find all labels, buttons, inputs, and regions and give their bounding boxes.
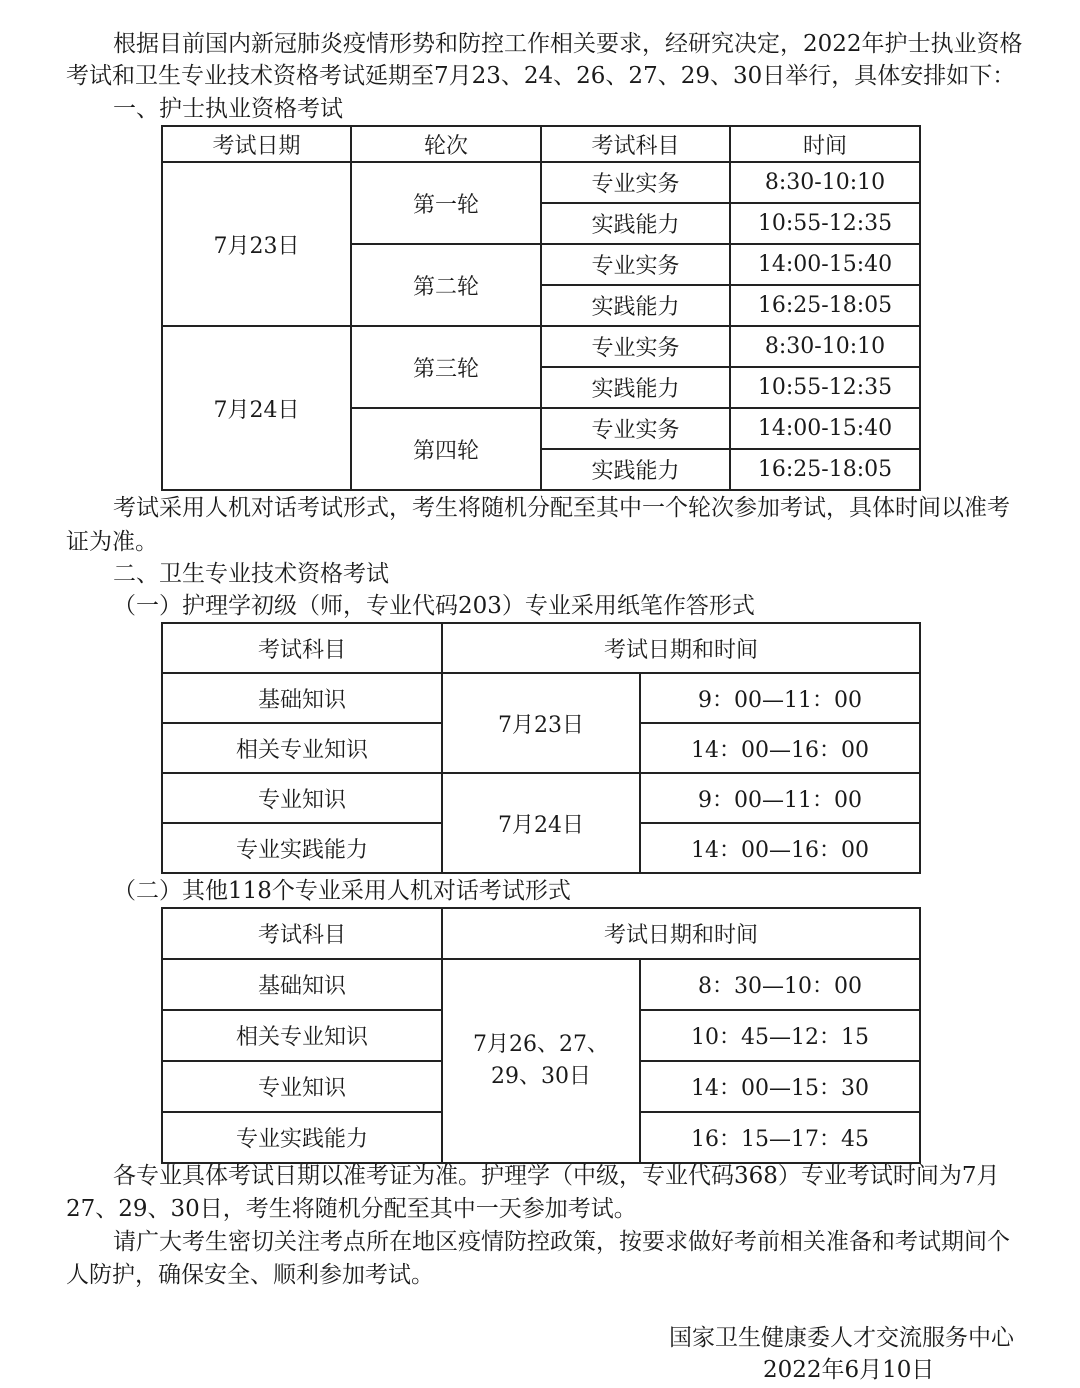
nurse-exam-schedule-table — [161, 125, 921, 491]
issuing-organization: 国家卫生健康委人才交流服务中心 — [669, 1325, 1014, 1351]
header-subject: 考试科目 — [162, 623, 442, 673]
section2-sub1-title: （一）护理学初级（师，专业代码203）专业采用纸笔作答形式 — [113, 593, 755, 619]
subject-cell: 相关专业知识 — [162, 723, 442, 773]
exam-date-cell: 7月24日 — [442, 773, 640, 873]
table-header-row — [162, 623, 920, 673]
table-header-row — [162, 908, 920, 959]
round-cell: 第三轮 — [351, 326, 541, 408]
subject-cell: 实践能力 — [541, 285, 730, 326]
table-row — [162, 162, 920, 203]
table-header-row — [162, 126, 920, 162]
section2-title: 二、卫生专业技术资格考试 — [113, 561, 389, 587]
header-round: 轮次 — [351, 126, 541, 162]
time-cell: 16:25-18:05 — [730, 449, 920, 490]
round-cell: 第二轮 — [351, 244, 541, 326]
section2-note2-line-1: 请广大考生密切关注考点所在地区疫情防控政策，按要求做好考前相关准备和考试期间个 — [113, 1229, 1010, 1255]
time-cell: 14：00—16：00 — [640, 723, 920, 773]
table-row — [162, 326, 920, 367]
header-date-time: 考试日期和时间 — [442, 623, 920, 673]
round-cell: 第一轮 — [351, 162, 541, 244]
exam-date-cell: 7月23日 — [162, 162, 351, 326]
time-cell: 8:30-10:10 — [730, 162, 920, 203]
time-cell: 9：00—11：00 — [640, 773, 920, 823]
table-row — [162, 959, 920, 1010]
time-cell: 14:00-15:40 — [730, 244, 920, 285]
subject-cell: 基础知识 — [162, 959, 442, 1010]
date-line-2: 29、30日 — [491, 1064, 591, 1089]
time-cell: 8：30—10：00 — [640, 959, 920, 1010]
subject-cell: 相关专业知识 — [162, 1010, 442, 1061]
section1-note-line-2: 证为准。 — [66, 529, 158, 555]
time-cell: 14：00—16：00 — [640, 823, 920, 873]
other-specialties-exam-table — [161, 907, 921, 1164]
subject-cell: 基础知识 — [162, 673, 442, 723]
subject-cell: 专业知识 — [162, 1061, 442, 1112]
subject-cell: 实践能力 — [541, 367, 730, 408]
nursing-junior-exam-table — [161, 622, 921, 874]
issue-date: 2022年6月10日 — [763, 1357, 935, 1383]
time-cell: 16：15—17：45 — [640, 1112, 920, 1163]
subject-cell: 专业实务 — [541, 244, 730, 285]
time-cell: 10：45—12：15 — [640, 1010, 920, 1061]
time-cell: 10:55-12:35 — [730, 367, 920, 408]
time-cell: 8:30-10:10 — [730, 326, 920, 367]
subject-cell: 专业实务 — [541, 408, 730, 449]
header-subject: 考试科目 — [162, 908, 442, 959]
subject-cell: 专业知识 — [162, 773, 442, 823]
header-subject: 考试科目 — [541, 126, 730, 162]
subject-cell: 实践能力 — [541, 203, 730, 244]
date-line-1: 7月26、27、 — [473, 1032, 609, 1057]
section2-sub2-title: （二）其他118个专业采用人机对话考试形式 — [113, 878, 571, 904]
header-date: 考试日期 — [162, 126, 351, 162]
exam-date-cell: 7月23日 — [442, 673, 640, 773]
time-cell: 10:55-12:35 — [730, 203, 920, 244]
intro-line-2: 考试和卫生专业技术资格考试延期至7月23、24、26、27、29、30日举行，具体安排如下： — [66, 63, 1016, 89]
time-cell: 14:00-15:40 — [730, 408, 920, 449]
subject-cell: 专业实务 — [541, 326, 730, 367]
table-row — [162, 673, 920, 723]
header-time: 时间 — [730, 126, 920, 162]
exam-date-cell: 7月24日 — [162, 326, 351, 490]
time-cell: 16:25-18:05 — [730, 285, 920, 326]
round-cell: 第四轮 — [351, 408, 541, 490]
table-row — [162, 773, 920, 823]
section2-note1-line-2: 27、29、30日，考生将随机分配至其中一天参加考试。 — [66, 1196, 637, 1222]
intro-line-1: 根据目前国内新冠肺炎疫情形势和防控工作相关要求，经研究决定，2022年护士执业资格 — [113, 31, 1023, 57]
section2-note2-line-2: 人防护，确保安全、顺利参加考试。 — [66, 1262, 434, 1288]
subject-cell: 实践能力 — [541, 449, 730, 490]
subject-cell: 专业实务 — [541, 162, 730, 203]
subject-cell: 专业实践能力 — [162, 1112, 442, 1163]
section1-note-line-1: 考试采用人机对话考试形式，考生将随机分配至其中一个轮次参加考试，具体时间以准考 — [113, 495, 1010, 521]
exam-date-cell — [442, 959, 640, 1163]
time-cell: 14：00—15：30 — [640, 1061, 920, 1112]
section2-note1-line-1: 各专业具体考试日期以准考证为准。护理学（中级，专业代码368）专业考试时间为7月 — [113, 1163, 1000, 1189]
subject-cell: 专业实践能力 — [162, 823, 442, 873]
header-date-time: 考试日期和时间 — [442, 908, 920, 959]
section1-title: 一、护士执业资格考试 — [113, 96, 343, 122]
time-cell: 9：00—11：00 — [640, 673, 920, 723]
